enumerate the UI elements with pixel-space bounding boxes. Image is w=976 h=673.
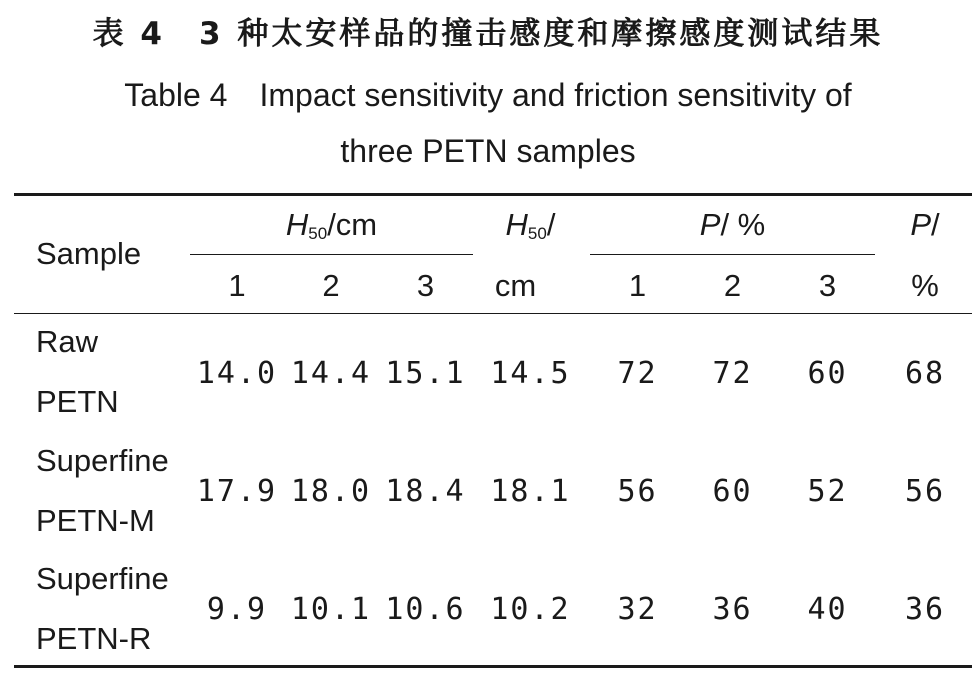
p-mean-value: 68: [904, 356, 946, 391]
row-sample-name-line1: Superfine: [36, 443, 169, 478]
header-h50-mean-unit: cm: [494, 268, 537, 303]
header-p-mean: P/: [910, 207, 940, 242]
header-rule: [14, 313, 972, 314]
table-title-english-line2: three PETN samples: [340, 133, 636, 169]
h50-trial-1-value: 9.9: [206, 592, 268, 627]
h50-trial-2-value: 10.1: [290, 592, 372, 627]
h50-trial-2-value: 18.0: [290, 474, 372, 509]
header-h50-trial-3: 3: [416, 268, 435, 303]
h50-trial-3-value: 15.1: [385, 356, 466, 391]
header-h50-mean: $H_{50}/$: [505, 207, 556, 243]
table-title-chinese: 表 4 3 种太安样品的撞击感度和摩擦感度测试结果: [92, 16, 884, 52]
row-sample-name-line1: Superfine: [36, 561, 169, 596]
p-trial-3-value: 60: [807, 356, 848, 391]
top-rule: [14, 193, 972, 196]
p-trial-2-value: 60: [712, 474, 753, 509]
p-mean-value: 36: [904, 592, 946, 627]
header-p-mean-unit: %: [911, 268, 939, 303]
p-trial-2-value: 72: [712, 356, 753, 391]
p-trial-2-value: 36: [712, 592, 753, 627]
header-sample: Sample: [36, 236, 142, 271]
h50-trial-2-value: 14.4: [290, 356, 372, 391]
header-p-trial-3: 3: [818, 268, 837, 303]
h50-trial-3-value: 10.6: [385, 592, 466, 627]
p-trial-1-value: 72: [617, 356, 658, 391]
row-sample-name-line2: PETN: [36, 384, 119, 419]
header-h50-trial-1: 1: [228, 268, 246, 303]
table-title-english-line1: Table 4 Impact sensitivity and friction sensitivity of: [124, 77, 852, 113]
bottom-rule: [14, 665, 972, 668]
p-trial-1-value: 32: [617, 592, 658, 627]
h50-trial-1-value: 17.9: [196, 474, 278, 509]
row-sample-name-line2: PETN-R: [36, 621, 152, 656]
p-mean-value: 56: [904, 474, 946, 509]
p-group-underline: [590, 254, 875, 255]
header-p-trial-1: 1: [628, 268, 647, 303]
h50-trial-1-value: 14.0: [196, 356, 278, 391]
header-p-trial-2: 2: [723, 268, 742, 303]
h50-mean-value: 18.1: [490, 474, 571, 509]
header-h50-trial-2: 2: [322, 268, 340, 303]
header-p-group: P/ %: [699, 207, 766, 242]
p-trial-3-value: 40: [807, 592, 848, 627]
p-trial-3-value: 52: [807, 474, 848, 509]
h50-group-underline: [190, 254, 473, 255]
h50-mean-value: 10.2: [490, 592, 571, 627]
row-sample-name-line2: PETN-M: [36, 503, 155, 538]
header-h50-group: $H_{50}/cm$: [285, 207, 378, 243]
h50-trial-3-value: 18.4: [385, 474, 466, 509]
p-trial-1-value: 56: [617, 474, 658, 509]
h50-mean-value: 14.5: [490, 356, 571, 391]
row-sample-name-line1: Raw: [36, 324, 99, 359]
